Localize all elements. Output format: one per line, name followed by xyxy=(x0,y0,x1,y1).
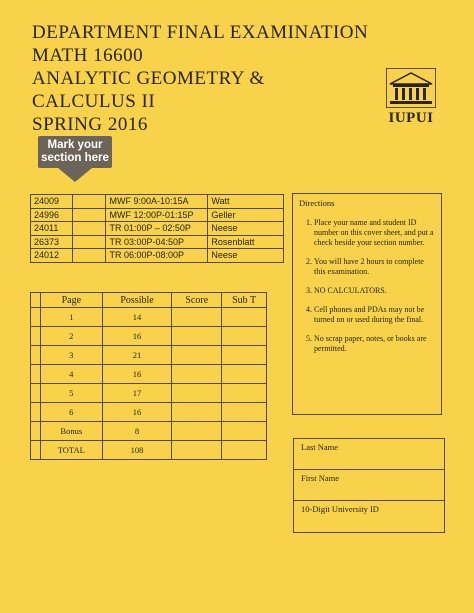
section-row xyxy=(31,249,284,263)
score-page: 2 xyxy=(40,327,102,346)
section-checkbox[interactable] xyxy=(72,195,106,209)
section-crn: 24009 xyxy=(31,195,73,209)
section-time: TR 03:00P-04:50P xyxy=(106,235,208,249)
score-page: 6 xyxy=(40,403,102,422)
section-instructor: Watt xyxy=(208,195,284,209)
header-subtotal: Sub T xyxy=(222,293,267,308)
score-possible: 108 xyxy=(102,441,172,460)
section-checkbox[interactable] xyxy=(72,222,106,236)
directions-box xyxy=(292,193,442,415)
section-instructor: Rosenblatt xyxy=(208,235,284,249)
score-cell[interactable] xyxy=(172,346,222,365)
subtotal-cell[interactable] xyxy=(222,308,267,327)
direction-item: 5. No scrap paper, notes, or books are permitted. xyxy=(314,334,435,354)
section-time: MWF 9:00A-10:15A xyxy=(106,195,208,209)
section-instructor: Geller xyxy=(208,208,284,222)
score-page: 5 xyxy=(40,384,102,403)
subtotal-cell[interactable] xyxy=(222,403,267,422)
section-row xyxy=(31,195,284,209)
first-name-field[interactable]: First Name xyxy=(294,470,444,501)
score-row xyxy=(31,422,267,441)
section-time: TR 01:00P – 02:50P xyxy=(106,222,208,236)
campus-building-icon xyxy=(386,68,436,108)
score-table-header xyxy=(31,293,267,308)
semester: SPRING 2016 xyxy=(32,114,148,135)
score-row-marker xyxy=(31,422,41,441)
score-row-marker xyxy=(31,365,41,384)
section-instructor: Neese xyxy=(208,222,284,236)
course-name-line-1: ANALYTIC GEOMETRY & xyxy=(32,68,265,89)
score-possible: 17 xyxy=(102,384,172,403)
section-crn: 26373 xyxy=(31,235,73,249)
university-logo xyxy=(386,68,436,127)
direction-item: 2. You will have 2 hours to complete this examination. xyxy=(314,257,435,277)
header-possible: Possible xyxy=(102,293,172,308)
section-row xyxy=(31,222,284,236)
score-cell[interactable] xyxy=(172,327,222,346)
section-row xyxy=(31,208,284,222)
mark-label-line-2: section here xyxy=(41,152,109,164)
subtotal-cell[interactable] xyxy=(222,365,267,384)
subtotal-cell[interactable] xyxy=(222,327,267,346)
score-row-marker xyxy=(31,308,41,327)
score-cell[interactable] xyxy=(172,308,222,327)
last-name-field[interactable]: Last Name xyxy=(294,439,444,470)
score-cell[interactable] xyxy=(172,441,222,460)
university-id-field[interactable]: 10-Digit University ID xyxy=(301,504,379,514)
student-info-box xyxy=(293,438,445,533)
section-time: TR 06:00P-08:00P xyxy=(106,249,208,263)
score-page: 1 xyxy=(40,308,102,327)
score-row-marker xyxy=(31,403,41,422)
score-cell[interactable] xyxy=(172,365,222,384)
score-possible: 16 xyxy=(102,365,172,384)
header-score: Score xyxy=(172,293,222,308)
score-row-marker xyxy=(31,346,41,365)
arrow-down-icon xyxy=(58,168,92,182)
section-checkbox[interactable] xyxy=(72,208,106,222)
score-possible: 21 xyxy=(102,346,172,365)
section-time: MWF 12:00P-01:15P xyxy=(106,208,208,222)
header-page: Page xyxy=(40,293,102,308)
direction-item: 3. NO CALCULATORS. xyxy=(314,286,435,296)
subtotal-cell[interactable] xyxy=(222,346,267,365)
section-instructor: Neese xyxy=(208,249,284,263)
exam-title-line-1: DEPARTMENT FINAL EXAMINATION xyxy=(32,22,369,43)
score-page: 4 xyxy=(40,365,102,384)
course-number: MATH 16600 xyxy=(32,45,144,66)
score-possible: 14 xyxy=(102,308,172,327)
section-checkbox[interactable] xyxy=(72,249,106,263)
score-row-marker xyxy=(31,441,41,460)
score-table xyxy=(30,292,267,460)
score-row xyxy=(31,327,267,346)
direction-item: 1. Place your name and student ID number on this cover sheet, and put a check beside your section number. xyxy=(314,218,435,248)
score-row xyxy=(31,365,267,384)
subtotal-cell[interactable] xyxy=(222,384,267,403)
score-row-marker xyxy=(31,384,41,403)
score-possible: 16 xyxy=(102,327,172,346)
subtotal-cell[interactable] xyxy=(222,441,267,460)
directions-heading: Directions xyxy=(299,198,335,208)
score-page: 3 xyxy=(40,346,102,365)
direction-item: 4. Cell phones and PDAs may not be turned on or used during the final. xyxy=(314,305,435,325)
mark-section-callout xyxy=(38,136,112,186)
score-page: TOTAL xyxy=(40,441,102,460)
score-row xyxy=(31,384,267,403)
score-page: Bonus xyxy=(40,422,102,441)
score-cell[interactable] xyxy=(172,384,222,403)
score-row xyxy=(31,308,267,327)
score-row xyxy=(31,346,267,365)
section-table xyxy=(30,194,284,263)
directions-list xyxy=(299,218,435,354)
section-crn: 24996 xyxy=(31,208,73,222)
section-row xyxy=(31,235,284,249)
section-crn: 24011 xyxy=(31,222,73,236)
score-possible: 16 xyxy=(102,403,172,422)
score-possible: 8 xyxy=(102,422,172,441)
course-name-line-2: CALCULUS II xyxy=(32,91,156,112)
logo-text: IUPUI xyxy=(388,110,434,126)
score-row xyxy=(31,441,267,460)
score-cell[interactable] xyxy=(172,403,222,422)
score-cell[interactable] xyxy=(172,422,222,441)
score-row xyxy=(31,403,267,422)
section-checkbox[interactable] xyxy=(72,235,106,249)
score-row-marker xyxy=(31,327,41,346)
subtotal-cell[interactable] xyxy=(222,422,267,441)
mark-label-line-1: Mark your xyxy=(47,139,103,151)
section-crn: 24012 xyxy=(31,249,73,263)
